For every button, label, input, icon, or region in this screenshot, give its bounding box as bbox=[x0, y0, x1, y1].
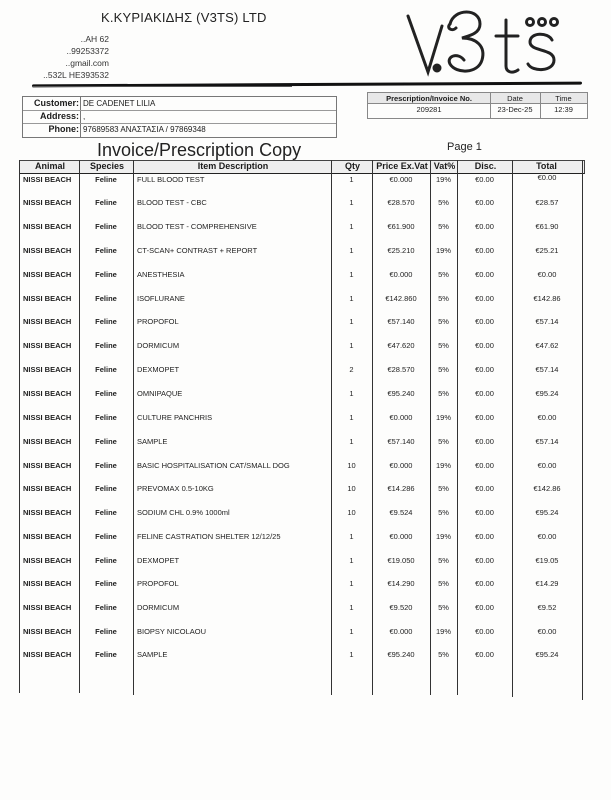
cell-discount: €0.00 bbox=[475, 413, 494, 422]
cell-species: Feline bbox=[95, 198, 117, 207]
cell-description: SAMPLE bbox=[137, 437, 168, 446]
cell-qty: 2 bbox=[349, 365, 354, 374]
cell-vat: 5% bbox=[438, 579, 449, 588]
cell-description: BLOOD TEST - COMPREHENSIVE bbox=[137, 222, 257, 231]
cell-vat: 19% bbox=[435, 413, 451, 422]
cell-species: Feline bbox=[95, 341, 117, 350]
cell-qty: 1 bbox=[349, 246, 354, 255]
cell-animal: NISSI BEACH bbox=[23, 627, 72, 636]
cell-animal: NISSI BEACH bbox=[23, 437, 72, 446]
column-line bbox=[133, 160, 134, 695]
cell-species: Feline bbox=[95, 413, 117, 422]
cell-species: Feline bbox=[95, 222, 117, 231]
cell-price: €0.000 bbox=[389, 627, 413, 636]
address-row bbox=[23, 110, 336, 124]
cell-animal: NISSI BEACH bbox=[23, 508, 72, 517]
cell-discount: €0.00 bbox=[475, 341, 494, 350]
cell-species: Feline bbox=[95, 317, 117, 326]
column-line bbox=[331, 160, 332, 695]
cell-vat: 5% bbox=[438, 317, 449, 326]
address-value: , bbox=[83, 112, 86, 121]
cell-qty: 1 bbox=[349, 627, 354, 636]
cell-vat: 5% bbox=[438, 341, 449, 350]
cell-vat: 5% bbox=[438, 508, 449, 517]
cell-discount: €0.00 bbox=[475, 294, 494, 303]
cell-total: €0.00 bbox=[537, 173, 557, 182]
cell-price: €61.900 bbox=[387, 222, 415, 231]
cell-description: BIOPSY NICOLAOU bbox=[137, 627, 207, 636]
cell-total: €14.29 bbox=[535, 579, 559, 588]
cell-description: ANESTHESIA bbox=[137, 270, 185, 279]
time-value: 12:39 bbox=[554, 105, 573, 114]
cell-vat: 5% bbox=[438, 484, 449, 493]
cell-animal: NISSI BEACH bbox=[23, 198, 72, 207]
cell-species: Feline bbox=[95, 389, 117, 398]
cell-price: €0.000 bbox=[389, 175, 413, 184]
phone-line: ..99253372 bbox=[66, 46, 109, 56]
cell-total: €25.21 bbox=[535, 246, 559, 255]
cell-vat: 5% bbox=[438, 556, 449, 565]
cell-qty: 10 bbox=[347, 484, 356, 493]
cell-qty: 1 bbox=[349, 603, 354, 612]
cell-species: Feline bbox=[95, 270, 117, 279]
cell-price: €0.000 bbox=[389, 461, 413, 470]
cell-animal: NISSI BEACH bbox=[23, 341, 72, 350]
cell-qty: 10 bbox=[347, 508, 356, 517]
cell-qty: 1 bbox=[349, 650, 354, 659]
cell-description: CT-SCAN+ CONTRAST + REPORT bbox=[137, 246, 258, 255]
column-line bbox=[19, 160, 20, 693]
cell-vat: 19% bbox=[435, 627, 451, 636]
cell-species: Feline bbox=[95, 556, 117, 565]
company-name: Κ.ΚΥΡΙΑΚΙΔΗΣ (V3TS) LTD bbox=[101, 10, 267, 25]
cell-discount: €0.00 bbox=[475, 317, 494, 326]
cell-discount: €0.00 bbox=[475, 198, 494, 207]
cell-total: €0.00 bbox=[537, 413, 557, 422]
cell-vat: 5% bbox=[438, 222, 449, 231]
cell-total: €0.00 bbox=[537, 461, 557, 470]
invoice-no-value: 209281 bbox=[416, 105, 442, 114]
cell-price: €57.140 bbox=[387, 317, 415, 326]
cell-animal: NISSI BEACH bbox=[23, 461, 72, 470]
cell-discount: €0.00 bbox=[475, 484, 494, 493]
cell-species: Feline bbox=[95, 627, 117, 636]
cell-vat: 5% bbox=[438, 198, 449, 207]
cell-species: Feline bbox=[95, 579, 117, 588]
cell-discount: €0.00 bbox=[475, 365, 494, 374]
cell-total: €61.90 bbox=[535, 222, 559, 231]
column-line bbox=[512, 160, 513, 697]
cell-description: SODIUM CHL 0.9% 1000ml bbox=[137, 508, 230, 517]
cell-vat: 19% bbox=[435, 175, 451, 184]
cell-price: €0.000 bbox=[389, 270, 413, 279]
cell-total: €0.00 bbox=[537, 532, 557, 541]
cell-total: €95.24 bbox=[535, 508, 559, 517]
cell-discount: €0.00 bbox=[475, 270, 494, 279]
cell-total: €142.86 bbox=[533, 484, 561, 493]
cell-total: €0.00 bbox=[537, 627, 557, 636]
column-line bbox=[582, 160, 583, 700]
cell-species: Feline bbox=[95, 175, 117, 184]
cell-species: Feline bbox=[95, 484, 117, 493]
cell-total: €47.62 bbox=[535, 341, 559, 350]
cell-description: FULL BLOOD TEST bbox=[137, 175, 205, 184]
cell-species: Feline bbox=[95, 294, 117, 303]
address-label: Address: bbox=[39, 111, 79, 121]
cell-animal: NISSI BEACH bbox=[23, 650, 72, 659]
cell-description: DORMICUM bbox=[137, 603, 180, 612]
cell-description: OMNIPAQUE bbox=[137, 389, 183, 398]
cell-total: €95.24 bbox=[535, 389, 559, 398]
cell-discount: €0.00 bbox=[475, 389, 494, 398]
column-line bbox=[430, 160, 431, 695]
cell-qty: 10 bbox=[347, 461, 356, 470]
cell-price: €0.000 bbox=[389, 413, 413, 422]
cell-price: €9.524 bbox=[389, 508, 413, 517]
cell-vat: 19% bbox=[435, 246, 451, 255]
cell-qty: 1 bbox=[349, 579, 354, 588]
registration-line: ..532L HE393532 bbox=[43, 70, 109, 80]
phone-value: 97689583 ΑΝΑΣΤΑΣΙΑ / 97869348 bbox=[83, 125, 206, 134]
address-line: ..ΑΗ 62 bbox=[80, 34, 109, 44]
cell-qty: 1 bbox=[349, 294, 354, 303]
cell-qty: 1 bbox=[349, 556, 354, 565]
cell-discount: €0.00 bbox=[475, 532, 494, 541]
date-value: 23-Dec-25 bbox=[497, 105, 533, 114]
cell-price: €142.860 bbox=[385, 294, 417, 303]
customer-value: DE CADENET LILIA bbox=[83, 99, 156, 108]
phone-row bbox=[23, 123, 336, 136]
cell-description: CULTURE PANCHRIS bbox=[137, 413, 213, 422]
cell-price: €0.000 bbox=[389, 532, 413, 541]
cell-discount: €0.00 bbox=[475, 246, 494, 255]
cell-description: ISOFLURANE bbox=[137, 294, 185, 303]
cell-animal: NISSI BEACH bbox=[23, 222, 72, 231]
cell-qty: 1 bbox=[349, 317, 354, 326]
col-header-description: Item Description bbox=[197, 161, 269, 171]
cell-animal: NISSI BEACH bbox=[23, 317, 72, 326]
cell-animal: NISSI BEACH bbox=[23, 389, 72, 398]
header-divider-thin bbox=[32, 86, 292, 87]
cell-description: DEXMOPET bbox=[137, 365, 180, 374]
v3ts-logo-icon bbox=[402, 2, 577, 78]
cell-qty: 1 bbox=[349, 222, 354, 231]
cell-total: €19.05 bbox=[535, 556, 559, 565]
cell-price: €57.140 bbox=[387, 437, 415, 446]
cell-description: BLOOD TEST - CBC bbox=[137, 198, 207, 207]
cell-animal: NISSI BEACH bbox=[23, 579, 72, 588]
invoice-items-table bbox=[19, 160, 583, 695]
cell-discount: €0.00 bbox=[475, 579, 494, 588]
cell-qty: 1 bbox=[349, 532, 354, 541]
cell-vat: 5% bbox=[438, 365, 449, 374]
customer-label: Customer: bbox=[33, 98, 79, 108]
cell-vat: 5% bbox=[438, 389, 449, 398]
cell-total: €28.57 bbox=[535, 198, 559, 207]
cell-species: Feline bbox=[95, 532, 117, 541]
email-line: ..gmail.com bbox=[65, 58, 109, 68]
cell-discount: €0.00 bbox=[475, 556, 494, 565]
table-header bbox=[19, 160, 585, 174]
cell-description: SAMPLE bbox=[137, 650, 168, 659]
cell-description: BASIC HOSPITALISATION CAT/SMALL DOG bbox=[137, 461, 290, 470]
cell-animal: NISSI BEACH bbox=[23, 294, 72, 303]
cell-price: €14.286 bbox=[387, 484, 415, 493]
column-line bbox=[457, 160, 458, 695]
cell-price: €28.570 bbox=[387, 365, 415, 374]
cell-species: Feline bbox=[95, 603, 117, 612]
cell-vat: 5% bbox=[438, 294, 449, 303]
cell-description: PROPOFOL bbox=[137, 579, 179, 588]
cell-description: DORMICUM bbox=[137, 341, 180, 350]
cell-total: €142.86 bbox=[533, 294, 561, 303]
cell-total: €57.14 bbox=[535, 317, 559, 326]
cell-discount: €0.00 bbox=[475, 461, 494, 470]
column-line bbox=[79, 160, 80, 693]
cell-total: €57.14 bbox=[535, 437, 559, 446]
customer-box bbox=[22, 96, 337, 138]
cell-animal: NISSI BEACH bbox=[23, 413, 72, 422]
cell-qty: 1 bbox=[349, 341, 354, 350]
page-number: Page 1 bbox=[447, 141, 482, 153]
cell-description: PREVOMAX 0.5-10KG bbox=[137, 484, 214, 493]
cell-qty: 1 bbox=[349, 270, 354, 279]
cell-qty: 1 bbox=[349, 389, 354, 398]
cell-description: FELINE CASTRATION SHELTER 12/12/25 bbox=[137, 532, 281, 541]
cell-price: €28.570 bbox=[387, 198, 415, 207]
cell-vat: 5% bbox=[438, 437, 449, 446]
cell-species: Feline bbox=[95, 650, 117, 659]
cell-price: €95.240 bbox=[387, 389, 415, 398]
cell-species: Feline bbox=[95, 508, 117, 517]
document-title: Invoice/Prescription Copy bbox=[97, 140, 302, 160]
cell-species: Feline bbox=[95, 365, 117, 374]
cell-price: €25.210 bbox=[387, 246, 415, 255]
cell-animal: NISSI BEACH bbox=[23, 532, 72, 541]
col-header-total: Total bbox=[536, 161, 557, 171]
col-header-species: Species bbox=[89, 161, 125, 171]
cell-price: €47.620 bbox=[387, 341, 415, 350]
cell-discount: €0.00 bbox=[475, 650, 494, 659]
cell-total: €57.14 bbox=[535, 365, 559, 374]
cell-vat: 5% bbox=[438, 603, 449, 612]
cell-vat: 19% bbox=[435, 532, 451, 541]
cell-price: €14.290 bbox=[387, 579, 415, 588]
date-label: Date bbox=[507, 94, 523, 103]
phone-label: Phone: bbox=[48, 124, 79, 134]
col-header-discount: Disc. bbox=[474, 161, 497, 171]
invoice-info-box bbox=[367, 92, 588, 119]
cell-discount: €0.00 bbox=[475, 175, 494, 184]
cell-price: €95.240 bbox=[387, 650, 415, 659]
customer-row bbox=[23, 97, 336, 111]
cell-description: PROPOFOL bbox=[137, 317, 179, 326]
cell-animal: NISSI BEACH bbox=[23, 484, 72, 493]
cell-animal: NISSI BEACH bbox=[23, 365, 72, 374]
cell-discount: €0.00 bbox=[475, 222, 494, 231]
cell-animal: NISSI BEACH bbox=[23, 603, 72, 612]
cell-vat: 5% bbox=[438, 270, 449, 279]
cell-species: Feline bbox=[95, 246, 117, 255]
cell-total: €0.00 bbox=[537, 270, 557, 279]
column-line bbox=[372, 160, 373, 695]
cell-species: Feline bbox=[95, 461, 117, 470]
cell-price: €19.050 bbox=[387, 556, 415, 565]
col-header-qty: Qty bbox=[344, 161, 360, 171]
cell-discount: €0.00 bbox=[475, 627, 494, 636]
cell-price: €9.520 bbox=[389, 603, 413, 612]
cell-vat: 5% bbox=[438, 650, 449, 659]
cell-animal: NISSI BEACH bbox=[23, 175, 72, 184]
cell-vat: 19% bbox=[435, 461, 451, 470]
cell-qty: 1 bbox=[349, 413, 354, 422]
cell-discount: €0.00 bbox=[475, 603, 494, 612]
cell-discount: €0.00 bbox=[475, 437, 494, 446]
cell-animal: NISSI BEACH bbox=[23, 246, 72, 255]
col-header-price: Price Ex.Vat bbox=[376, 161, 428, 171]
col-header-animal: Animal bbox=[34, 161, 65, 171]
invoice-no-label: Prescription/Invoice No. bbox=[386, 94, 472, 103]
cell-species: Feline bbox=[95, 437, 117, 446]
cell-animal: NISSI BEACH bbox=[23, 270, 72, 279]
cell-animal: NISSI BEACH bbox=[23, 556, 72, 565]
time-label: Time bbox=[555, 94, 572, 103]
cell-total: €95.24 bbox=[535, 650, 559, 659]
col-header-vat: Vat% bbox=[433, 161, 456, 171]
cell-qty: 1 bbox=[349, 437, 354, 446]
cell-total: €9.52 bbox=[537, 603, 557, 612]
cell-discount: €0.00 bbox=[475, 508, 494, 517]
cell-description: DEXMOPET bbox=[137, 556, 180, 565]
cell-qty: 1 bbox=[349, 175, 354, 184]
cell-qty: 1 bbox=[349, 198, 354, 207]
